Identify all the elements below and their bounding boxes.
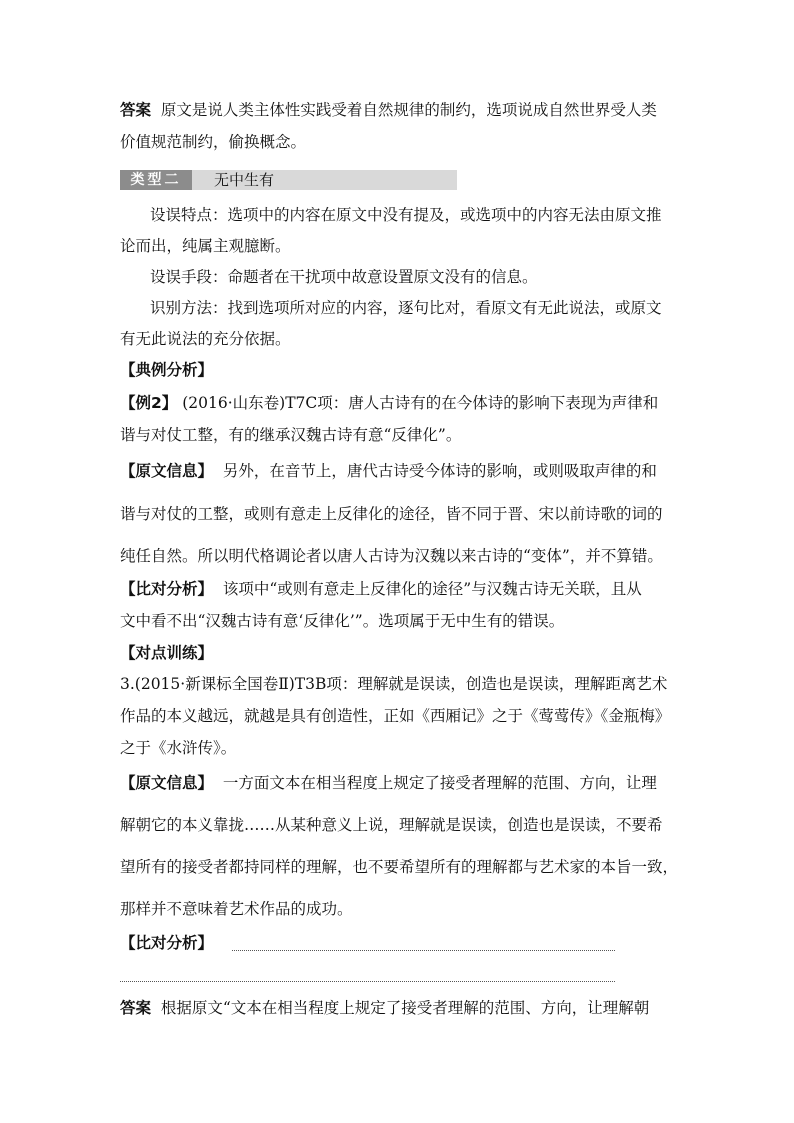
original-info-2-line-1 xyxy=(120,773,680,793)
compare-analysis-label: 【比对分析】 xyxy=(120,934,214,952)
compare-analysis-text: 该项中“或则有意走上反律化的途径”与汉魏古诗无关联，且从 xyxy=(222,580,642,598)
original-info-label: 【原文信息】 xyxy=(120,462,214,480)
feature-paragraph-3-line-1: 识别方法：找到选项所对应的内容，逐句比对，看原文有无此说法，或原文 xyxy=(150,299,662,317)
answer-blank-line-1[interactable] xyxy=(232,950,615,951)
answer-blank-line-2[interactable] xyxy=(120,981,615,982)
example-2-label: 【例2】 xyxy=(120,394,178,412)
compare-analysis-label: 【比对分析】 xyxy=(120,580,214,598)
answer-1-line-2: 价值规范制约，偷换概念。 xyxy=(120,133,307,151)
example-2-line-1 xyxy=(120,393,680,413)
section-header xyxy=(120,170,457,190)
question-3-line-1: 3.(2015·新课标全国卷Ⅱ)T3B项：理解就是误读，创造也是误读，理解距离艺术 xyxy=(120,675,668,693)
original-info-2-line-3: 望所有的接受者都持同样的理解，也不要希望所有的理解都与艺术家的本旨一致， xyxy=(120,858,679,876)
original-info-2-line-4: 那样并不意味着艺术作品的成功。 xyxy=(120,900,353,918)
compare-analysis-1-line-2: 文中看不出“汉魏古诗有意‘反律化’”。选项属于无中生有的错误。 xyxy=(120,612,565,630)
original-info-1-line-1 xyxy=(120,461,680,481)
answer-2-line-1 xyxy=(120,998,680,1018)
training-heading: 【对点训练】 xyxy=(120,644,214,662)
answer-label: 答案 xyxy=(120,101,152,119)
feature-paragraph-2: 设误手段：命题者在干扰项中故意设置原文没有的信息。 xyxy=(150,268,538,286)
original-info-label: 【原文信息】 xyxy=(120,774,214,792)
example-2-text: (2016·山东卷)T7C项：唐人古诗有的在今体诗的影响下表现为声律和 xyxy=(182,394,659,412)
question-3-line-2: 作品的本义越远，就越是具有创造性，正如《西厢记》之于《莺莺传》《金瓶梅》 xyxy=(120,707,671,725)
answer-label: 答案 xyxy=(120,999,152,1017)
original-info-1-line-2: 谐与对仗的工整，或则有意走上反律化的途径，皆不同于晋、宋以前诗歌的词的 xyxy=(120,505,663,523)
example-2-line-2: 谐与对仗工整，有的继承汉魏古诗有意“反律化”。 xyxy=(120,426,462,444)
feature-paragraph-1-line-1: 设误特点：选项中的内容在原文中没有提及，或选项中的内容无法由原文推 xyxy=(150,206,662,224)
original-info-text: 另外，在音节上，唐代古诗受今体诗的影响，或则吸取声律的和 xyxy=(222,462,657,480)
question-3-line-3: 之于《水浒传》。 xyxy=(120,739,237,757)
feature-paragraph-3-line-2: 有无此说法的充分依据。 xyxy=(120,330,291,348)
section-tag: 类型二 xyxy=(120,170,192,190)
original-info-2-line-2: 解朝它的本义靠拢……从某种意义上说，理解就是误读，创造也是误读，不要希 xyxy=(120,816,663,834)
feature-paragraph-1-line-2: 论而出，纯属主观臆断。 xyxy=(120,237,291,255)
compare-analysis-1-line-1 xyxy=(120,579,680,599)
section-title: 无中生有 xyxy=(214,171,275,189)
answer-text: 原文是说人类主体性实践受着自然规律的制约，选项说成自然世界受人类 xyxy=(160,101,657,119)
original-info-1-line-3: 纯任自然。所以明代格调论者以唐人古诗为汉魏以来古诗的“变体”，并不算错。 xyxy=(120,547,663,565)
original-info-text: 一方面文本在相当程度上规定了接受者理解的范围、方向，让理 xyxy=(222,774,657,792)
answer-1-line-1 xyxy=(120,100,680,120)
answer-text: 根据原文“文本在相当程度上规定了接受者理解的范围、方向，让理解朝 xyxy=(160,999,650,1017)
example-heading: 【典例分析】 xyxy=(120,361,214,379)
